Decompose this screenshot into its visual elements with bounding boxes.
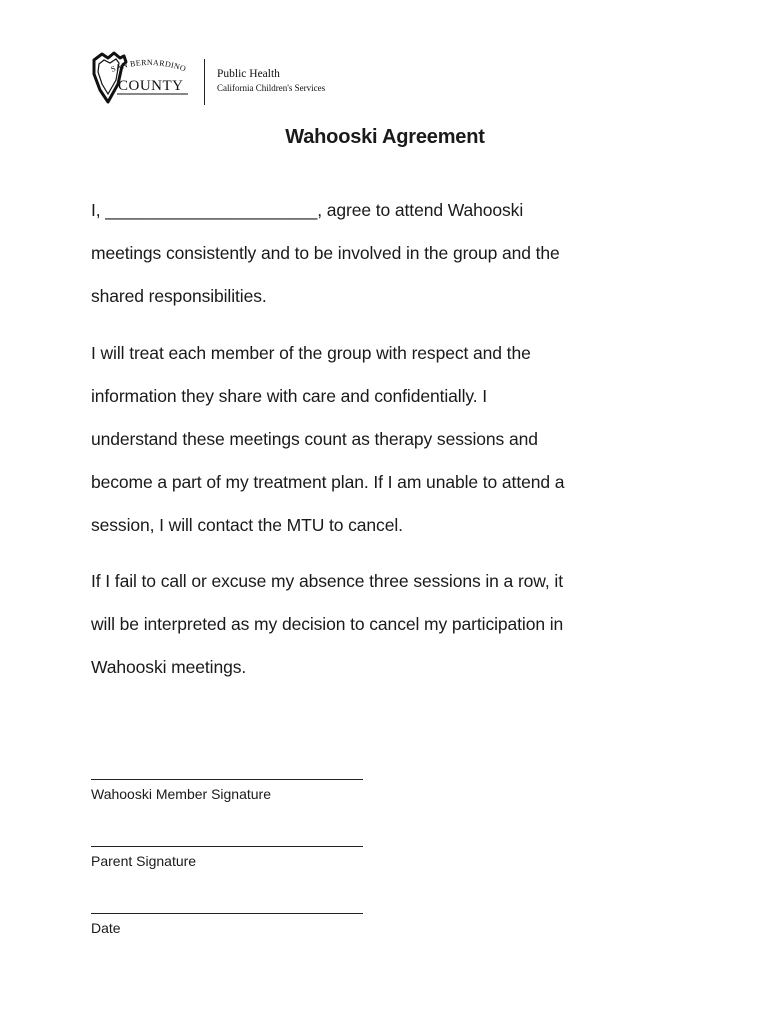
document-title: Wahooski Agreement <box>285 126 485 148</box>
paragraph-line: meetings consistently and to be involved in the group and the <box>91 243 560 263</box>
member-signature-label: Wahooski Member Signature <box>91 786 272 802</box>
paragraph-line: understand these meetings count as therapy sessions and <box>91 429 538 449</box>
parent-signature-line[interactable] <box>91 845 363 847</box>
parent-signature-block <box>91 845 363 870</box>
paragraph-line: will be interpreted as my decision to cancel my participation in <box>91 614 564 634</box>
paragraph-commitment <box>91 189 691 318</box>
member-signature-line[interactable] <box>91 778 363 780</box>
header-divider <box>204 59 205 105</box>
paragraph-line: information they share with care and confidentially. I <box>91 386 488 406</box>
paragraph-line: If I fail to call or excuse my absence three sessions in a row, it <box>91 571 563 591</box>
date-block <box>91 912 363 937</box>
department-name: Public Health <box>217 68 280 80</box>
paragraph-respect <box>91 332 691 547</box>
paragraph-line: Wahooski meetings. <box>91 657 247 677</box>
date-label: Date <box>91 920 121 936</box>
seal-top-text: SAN BERNARDINO <box>109 57 188 74</box>
paragraph-line: shared responsibilities. <box>91 286 267 306</box>
letterhead <box>88 50 348 112</box>
parent-signature-label: Parent Signature <box>91 853 197 869</box>
paragraph-line: I, ______________________, agree to attend Wahooski <box>91 200 524 220</box>
seal-main-text: COUNTY <box>118 78 184 94</box>
paragraph-absence-policy <box>91 560 691 689</box>
date-line[interactable] <box>91 912 363 914</box>
san-bernardino-county-seal-icon <box>88 50 190 110</box>
member-signature-block <box>91 778 363 803</box>
paragraph-line: session, I will contact the MTU to cancel. <box>91 515 403 535</box>
division-name: California Children's Services <box>217 83 326 93</box>
paragraph-line: become a part of my treatment plan. If I am unable to attend a <box>91 472 565 492</box>
paragraph-line: I will treat each member of the group with respect and the <box>91 343 531 363</box>
